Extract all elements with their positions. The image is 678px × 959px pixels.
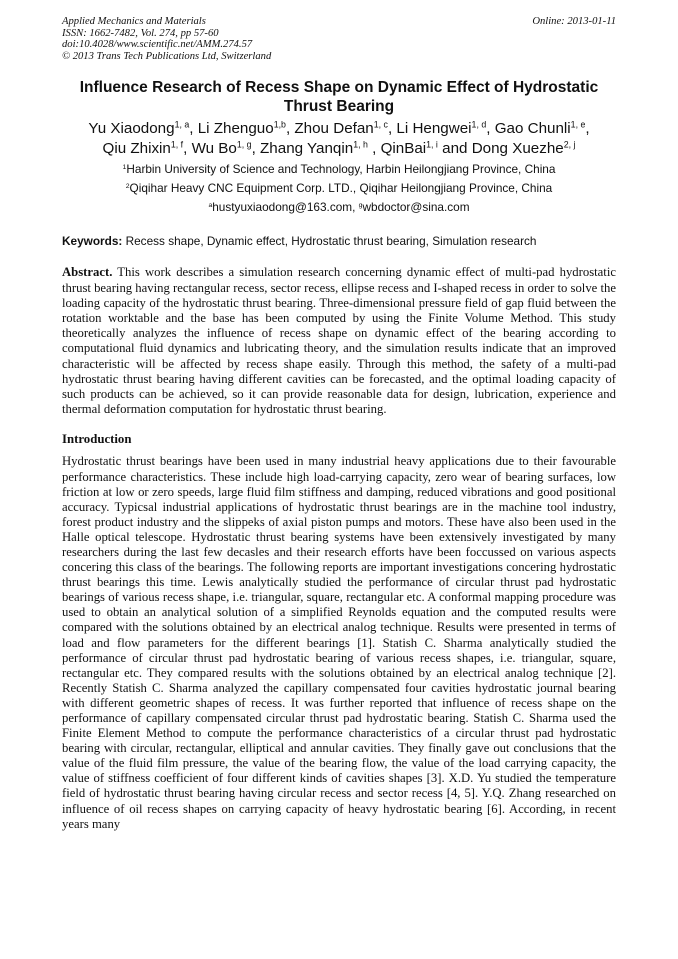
- online-date: Online: 2013-01-11: [532, 16, 616, 27]
- abstract-text: This work describes a simulation research concerning dynamic effect of multi-pad hydrostatic thrust bearing having rectangular recess, sector recess, ellipse recess and I-shaped recess in order to solve the loading capacity of the hydrostatic thrust bearing. Three-dimensional pressure field of gap fluid between the rotation worktable and the base has been computed by using the Finite Volume Method. This study theoretically analyzes the influence of recess shape on dynamic effect of the bearing according to computational fluid dynamics and lubricating theory, and the simulation results indicate that an improved characteristic will be affected by recess shape easily. Through this method, the safety of a multi-pad hydrostatic thrust bearing having different cavities can be forecasted, and the optimal loading capacity of such products can be achieved, so it can provide reasonable data for design, lubrication, experience and thermal deformation computation for hydrostatic thrust bearing.: [62, 265, 616, 417]
- paper-title: Influence Research of Recess Shape on Dynamic Effect of Hydrostatic Thrust Bearing: [79, 79, 599, 116]
- introduction-text: Hydrostatic thrust bearings have been used in many industrial heavy applications due to their favourable performance characteristics. These include high load-carrying capacity, zero wear of bearing surfaces, low friction at low or zero speeds, large fluid film stiffness and damping, reduced vibrations and good positional accuracy. Typicsal industrial applications of hydrostatic thrust bearings are in the machine tool industry, forest product industry and the slippeks of axial piston pumps and motors. These have also been used in the Halle optical telescope. Hydrostatic thrust bearing systems have been extensively investigated by many researchers during the last few decasles and their research efforts have been foccussed on various aspects concering this class of the bearings. The following reports are important investigations concering hydrostatic thrust bearings this time. Lewis analytically studied the performance of circular thrust pad hydrostatic bearings of various recess shape, i.e. triangular, square, rectangular etc. A conformal mapping procedure was used to obtain an analytical solution of a simplified Reynolds equation and the computed results were compared with the solutions obtained by an electrical analog technique. Results were presented in terms of load and flow parameters for the different bearings [1]. Statish C. Sharma analytically studied the performance of circular thrust pad hydrostatic bearing of various recess shapes, i.e. triangular, square, rectangular etc. They compared results with the solutions obtained by an electrical analog technique [2]. Recently Statish C. Sharma analyzed the capillary compensated four cavities hydrostatic journal bearing with different geometric shapes of recess. It was further reported that influence of recess shape on the performance of capillary compensated circular thrust pad hydrostatic bearing. Statish C. Sharma used the Finite Element Method to compute the performance characteristics of a circular thrust pad hydrostatic bearing with circular, rectangular, elliptical and annular cavities. They finally gave out conclusions that the value of the fluid film pressure, the value of the bearing flow, the value of the load carrying capacity, the value of stiffness coefficient of four different kinds of cavities shapes [3]. X.D. Yu studied the temperature field of hydrostatic thrust bearing having circular recess and sector recess [4, 5]. Y.Q. Zhang researched on influence of oil recess shapes on carrying capacity of heavy hydrostatic bearing [6]. According, in recent years many: [62, 454, 616, 831]
- author-emails: $^a$hustyuxiaodong@163.com, $^g$wbdoctor@sina.com: [208, 200, 470, 215]
- author: Yu Xiaodong$^{1, a}$,: [88, 120, 198, 138]
- keywords: [62, 234, 616, 249]
- journal-name: Applied Mechanics and Materials: [62, 16, 206, 27]
- author: Dong Xuezhe$^{2, j}$: [471, 139, 576, 157]
- abstract: [62, 265, 616, 417]
- copyright-line: © 2013 Trans Tech Publications Ltd, Switzerland: [62, 50, 272, 62]
- author: Gao Chunli$^{1, e}$,: [494, 120, 590, 138]
- doi-line: doi:10.4028/www.scientific.net/AMM.274.57: [62, 39, 253, 51]
- affiliation-2: $^2$Qiqihar Heavy CNC Equipment Corp. LTD., Qiqihar Heilongjiang Province, China: [125, 181, 553, 196]
- author: Qiu Zhixin$^{1, f}$,: [102, 139, 192, 157]
- author: QinBai$^{1, i}$ and: [380, 139, 472, 157]
- keywords-text: Recess shape, Dynamic effect, Hydrostatic thrust bearing, Simulation research: [125, 234, 537, 249]
- keywords-label: Keywords:: [62, 234, 123, 249]
- author-list: [62, 119, 616, 158]
- author: Li Zhenguo$^{1,b}$,: [197, 120, 295, 138]
- paper-page: [62, 16, 616, 832]
- issn-line: ISSN: 1662-7482, Vol. 274, pp 57-60: [62, 27, 219, 39]
- author: Zhou Defan$^{1, c}$,: [294, 120, 397, 138]
- author: Wu Bo$^{1, g}$,: [191, 139, 261, 157]
- introduction-heading: Introduction: [62, 432, 132, 447]
- author: Li Hengwei$^{1, d}$,: [396, 120, 495, 138]
- affiliation-1: $^1$Harbin University of Science and Technology, Harbin Heilongjiang Province, China: [122, 162, 556, 177]
- author: Zhang Yanqin$^{1, h}$ ,: [260, 139, 381, 157]
- abstract-label: Abstract.: [62, 265, 113, 280]
